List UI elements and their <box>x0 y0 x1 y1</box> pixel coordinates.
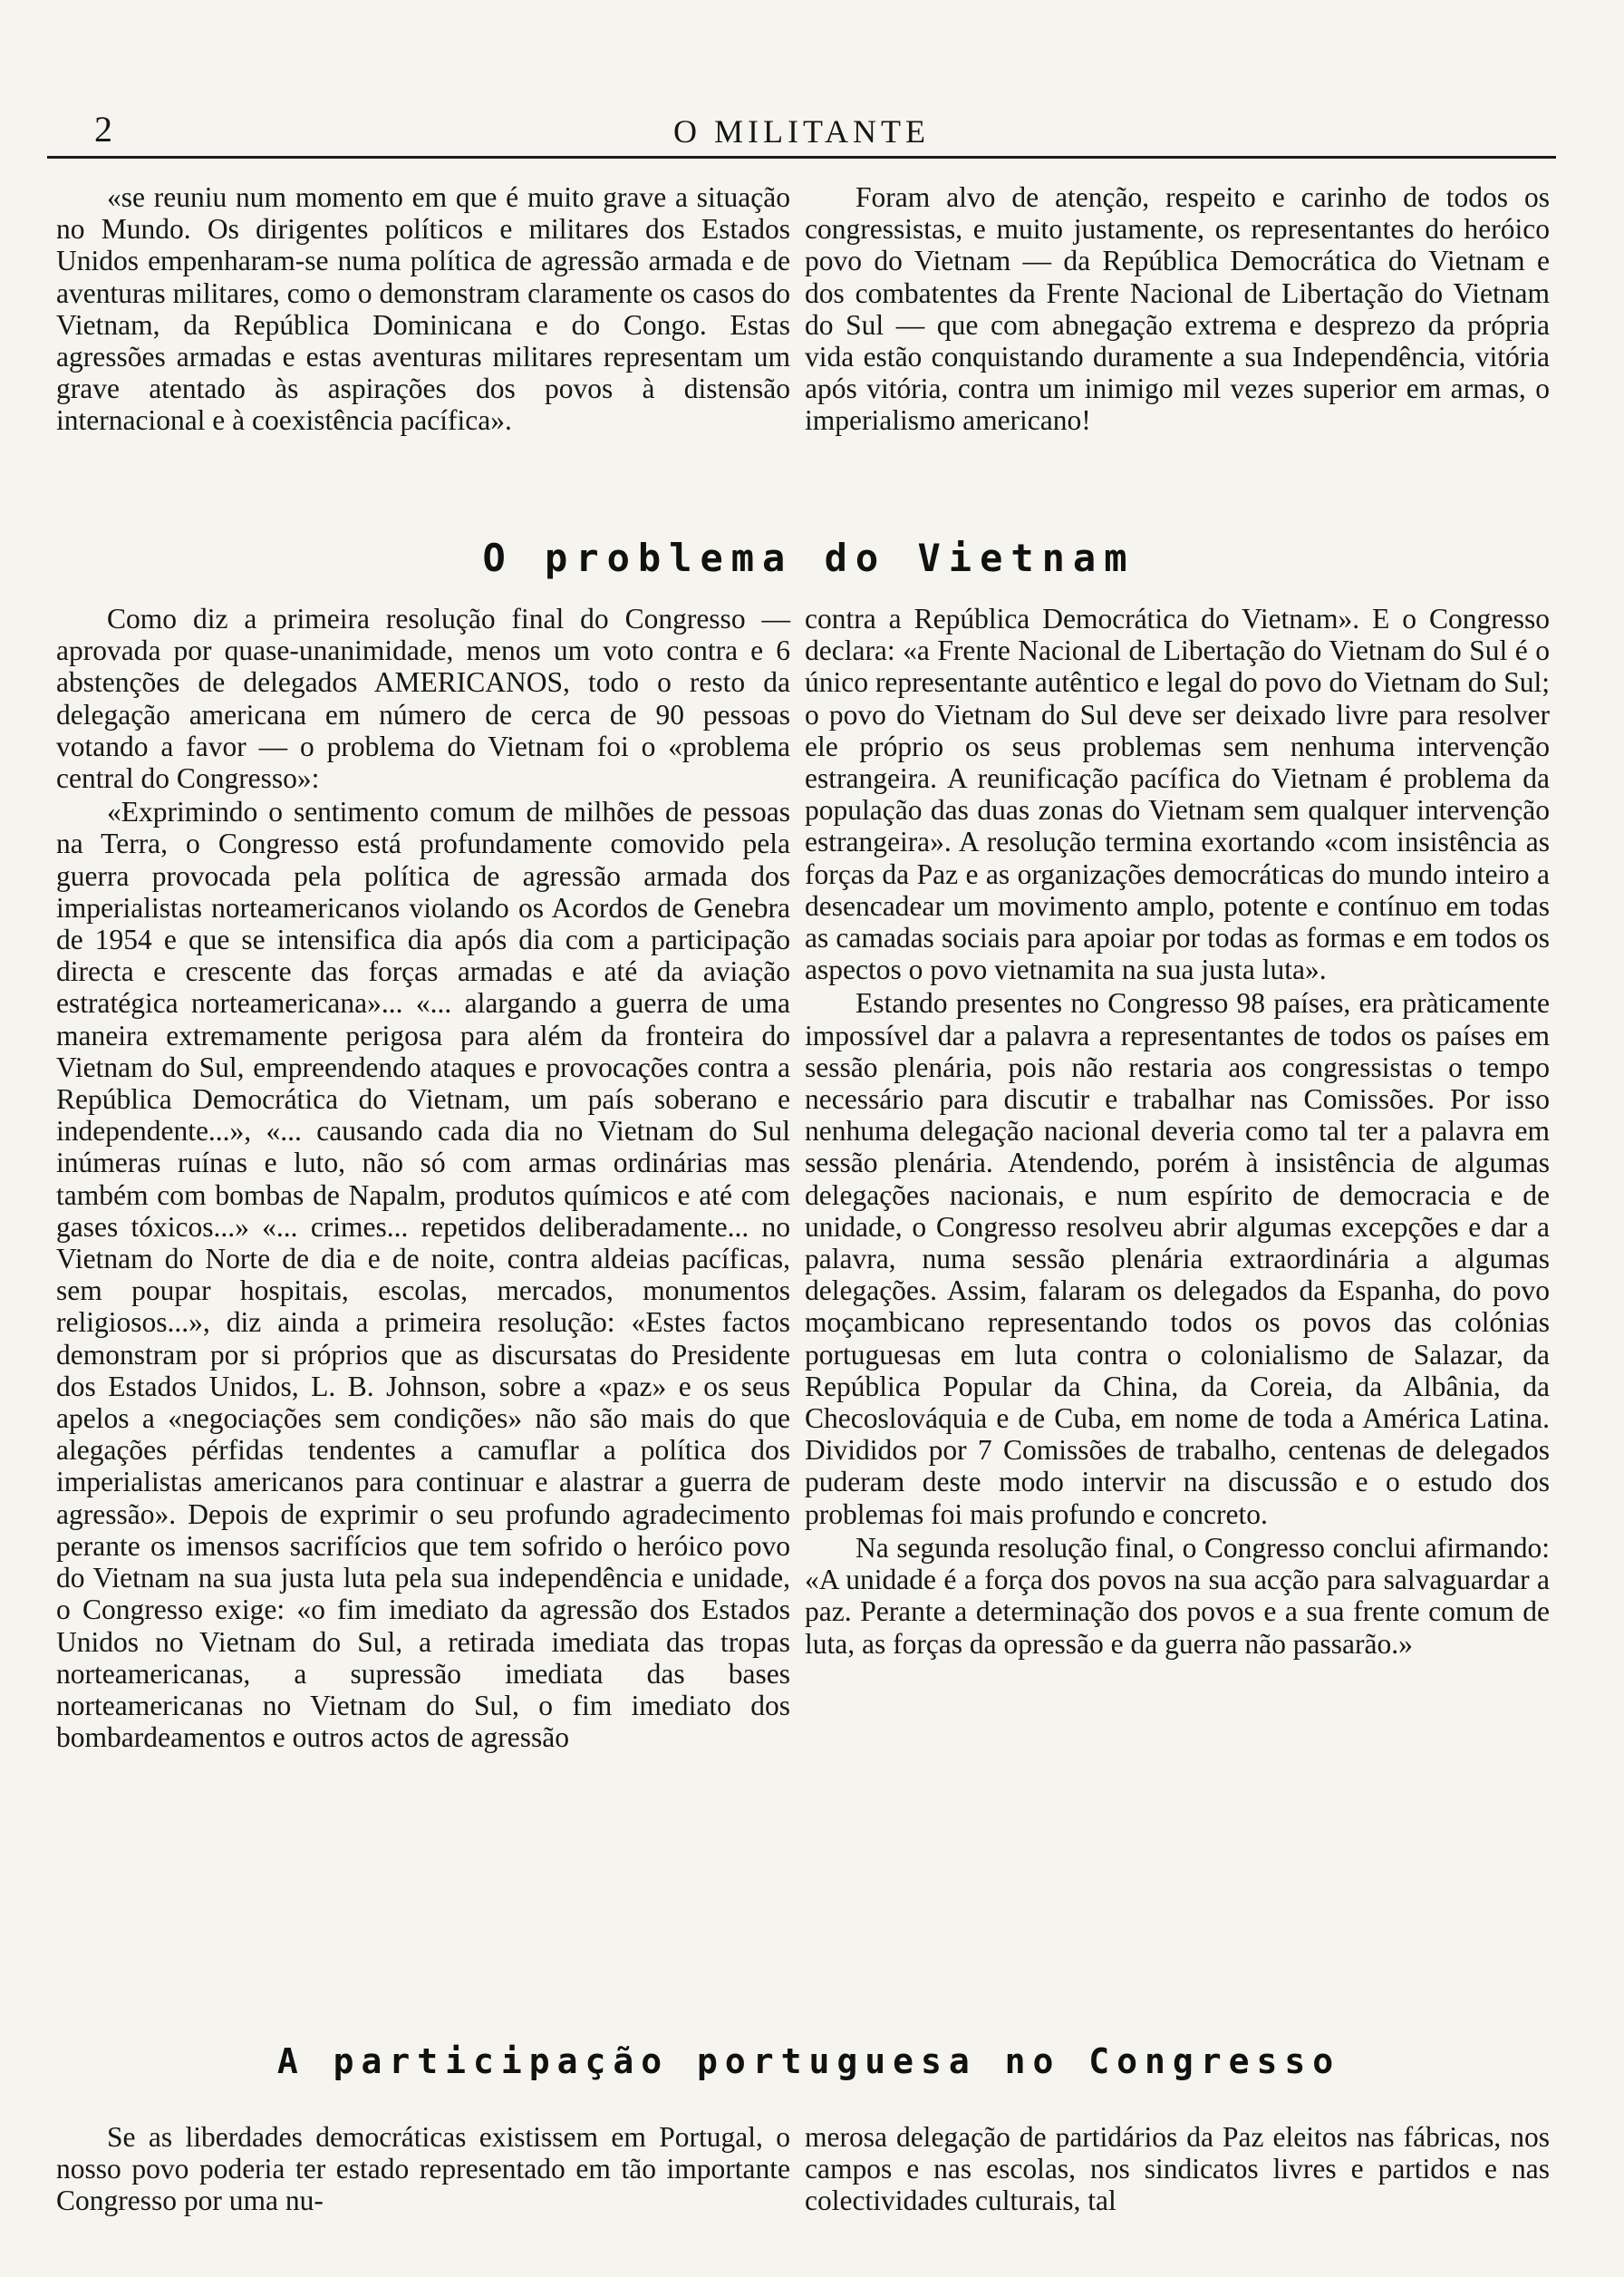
section-title-portuguese-participation: A participação portuguesa no Congresso <box>276 2041 1341 2081</box>
paragraph: merosa delegação de partidários da Paz eleitos nas fábricas, nos campos e nas escolas, nos sindicatos livres e partidos e nas colectividades culturais, tal <box>805 2121 1550 2217</box>
column-top-right <box>805 181 1550 437</box>
paragraph: contra a República Democrática do Vietnam». E o Congresso declara: «a Frente Nacional de Libertação do Vietnam do Sul é o único representante autêntico e legal do povo do Vietnam do Sul; o povo do Vietnam do Sul deve ser deixado livre para resolver ele próprio os seus problemas sem nenhuma intervenção estrangeira. A reunificação pacífica do Vietnam é problema da população das duas zonas do Vietnam sem qualquer intervenção estrangeira». A resolução termina exortando «com insistência as forças da Paz e as organizações democráticas do mundo inteiro a desencadear um movimento amplo, potente e contínuo em todas as camadas sociais para apoiar por todas as formas e em todos os aspectos o povo vietnamita na sua justa luta». <box>805 603 1550 986</box>
page-number: 2 <box>94 109 112 150</box>
running-head <box>47 107 1556 158</box>
paragraph: Se as liberdades democráticas existissem em Portugal, o nosso povo poderia ter estado representado em tão importante Congresso por uma nu- <box>56 2121 790 2217</box>
section-title-vietnam: O problema do Vietnam <box>482 536 1136 580</box>
paragraph: «Exprimindo o sentimento comum de milhões de pessoas na Terra, o Congresso está profundamente comovido pela guerra provocada pela política de agressão armada dos imperialistas norteamericanos violando os Acordos de Genebra de 1954 e que se intensifica dia após dia com a participação directa e crescente das forças armadas e até da aviação estratégica norteamericana»... «... alargando a guerra de uma maneira extremamente perigosa para além da fronteira do Vietnam do Sul, empreendendo ataques e provocações contra a República Democrática do Vietnam, um país soberano e independente...», «... causando cada dia no Vietnam do Sul inúmeras ruínas e luto, não só com armas ordinárias mas também com bombas de Napalm, produtos químicos e até com gases tóxicos...» «... crimes... repetidos deliberadamente... no Vietnam do Norte de dia e de noite, contra aldeias pacíficas, sem poupar hospitais, escolas, mercados, monumentos religiosos...», diz ainda a primeira resolução: «Estes factos demonstram por si próprios que as discursatas do Presidente dos Estados Unidos, L. B. Johnson, sobre a «paz» e os seus apelos a «negociações sem condições» não são mais do que alegações pérfidas tendentes a camuflar a política dos imperialistas americanos para continuar e alastrar a guerra de agressão». Depois de exprimir o seu profundo agradecimento perante os imensos sacrifícios que tem sofrido o heróico povo do Vietnam na sua justa luta pela sua independência e unidade, o Congresso exige: «o fim imediato da agressão dos Estados Unidos no Vietnam do Sul, a retirada imediata das tropas norteamericanas, a supressão imediata das bases norteamericanas no Vietnam do Sul, o fim imediato dos bombardeamentos e outros actos de agressão <box>56 796 790 1754</box>
paragraph: Estando presentes no Congresso 98 países, era pràticamente impossível dar a palavra a representantes de todos os países em sessão plenária, pois não restaria aos congressistas o tempo necessário para discutir e trabalhar nas Comissões. Por isso nenhuma delegação nacional deveria como tal ter a palavra em sessão plenária. Atendendo, porém à insistência de algumas delegações nacionais, e num espírito de democracia e de unidade, o Congresso resolveu abrir algumas excepções e dar a palavra, numa sessão plenária extraordinária a algumas delegações. Assim, falaram os delegados da Espanha, do povo moçambicano representando todos os povos das colónias portuguesas em luta contra o colonialismo de Salazar, da República Popular da China, da Coreia, da Albânia, da Checoslováquia e de Cuba, em nome de toda a América Latina. Divididos por 7 Comissões de trabalho, centenas de delegados puderam deste modo intervir na discussão e o estudo dos problemas foi mais profundo e concreto. <box>805 987 1550 1530</box>
journal-title: O MILITANTE <box>672 113 931 150</box>
column-middle-right <box>805 603 1550 1660</box>
column-bottom-left <box>56 2121 790 2217</box>
column-top-left <box>56 181 790 437</box>
paragraph: Na segunda resolução final, o Congresso conclui afirmando: «A unidade é a força dos povos na sua acção para salvaguardar a paz. Perante a determinação dos povos e a sua frente comum de luta, as forças da opressão e da guerra não passarão.» <box>805 1531 1550 1660</box>
column-bottom-right <box>805 2121 1550 2217</box>
paragraph: Foram alvo de atenção, respeito e carinho de todos os congressistas, e muito justamente, os representantes do heróico povo do Vietnam — da República Democrática do Vietnam e dos combatentes da Frente Nacional de Libertação do Vietnam do Sul — que com abnegação extrema e desprezo da própria vida estão conquistando duramente a sua Independência, vitória após vitória, contra um inimigo mil vezes superior em armas, o imperialismo americano! <box>805 181 1550 437</box>
paragraph: Como diz a primeira resolução final do Congresso — aprovada por quase-unanimidade, menos um voto contra e 6 abstenções de delegados AMERICANOS, todo o resto da delegação americana em número de cerca de 90 pessoas votando a favor — o problema do Vietnam foi o «problema central do Congresso»: <box>56 603 790 795</box>
header-rule <box>47 156 1556 159</box>
column-middle-left <box>56 603 790 1753</box>
paragraph: «se reuniu num momento em que é muito grave a situação no Mundo. Os dirigentes políticos e militares dos Estados Unidos empenharam-se numa política de agressão armada e de aventuras militares, como o demonstram claramente os casos do Vietnam, da República Dominicana e do Congo. Estas agressões armadas e estas aventuras militares representam um grave atentado às aspirações dos povos à distensão internacional e à coexistência pacífica». <box>56 181 790 437</box>
